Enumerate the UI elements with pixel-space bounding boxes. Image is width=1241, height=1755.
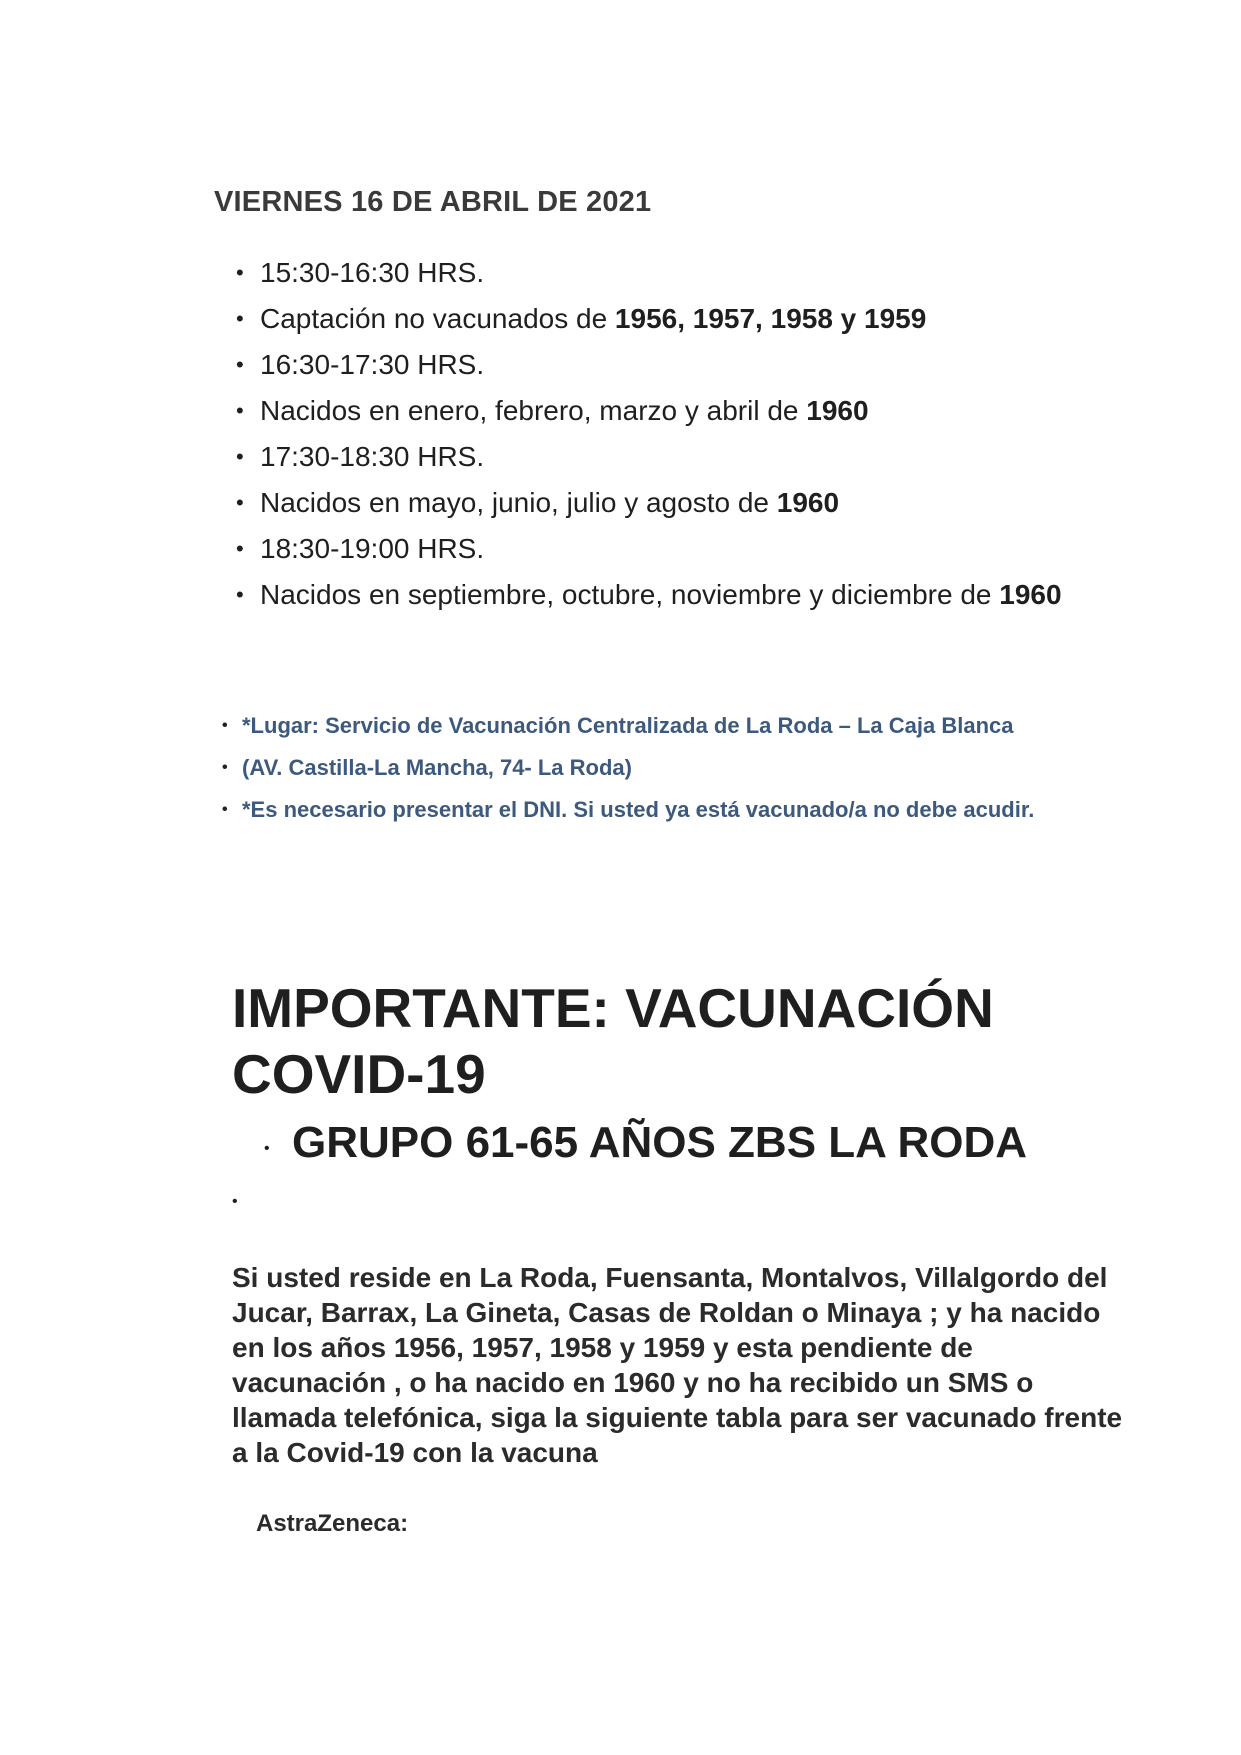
info-list	[222, 705, 1042, 831]
bullet-icon: •	[236, 536, 244, 561]
bullet-icon: •	[236, 444, 244, 469]
info-item-requirement	[222, 789, 1042, 831]
schedule-bold: 1956, 1957, 1958 y 1959	[614, 303, 927, 334]
bullet-icon: •	[236, 306, 244, 331]
schedule-item	[236, 342, 1062, 388]
schedule-text: Nacidos en mayo, junio, julio y agosto de	[260, 487, 777, 518]
body-paragraph: Si usted reside en La Roda, Fuensanta, Montalvos, Villalgordo del Jucar, Barrax, La Gineta, Casas de Roldan o Minaya ; y ha nacido en los años 1956, 1957, 1958 y 1959 y esta pendiente de vacunación , o ha nacido en 1960 y no ha recibido un SMS o llamada telefónica, siga la siguiente tabla para ser vacunado frente a la Covid-19 con la vacuna	[232, 1262, 1123, 1468]
bullet-icon: •	[236, 582, 244, 607]
schedule-text: 17:30-18:30 HRS.	[260, 441, 485, 472]
schedule-text: Nacidos en septiembre, octubre, noviembre y diciembre de	[260, 579, 1000, 610]
schedule-item	[236, 480, 1062, 526]
info-item-address	[222, 747, 1042, 789]
bullet-icon: •	[222, 801, 228, 818]
main-title: IMPORTANTE: VACUNACIÓN COVID-19	[232, 977, 994, 1105]
bullet-icon: •	[236, 352, 244, 377]
schedule-text: 15:30-16:30 HRS.	[260, 257, 485, 288]
schedule-item	[236, 388, 1062, 434]
schedule-text: 18:30-19:00 HRS.	[260, 533, 485, 564]
vaccine-name: AstraZeneca:	[256, 1510, 409, 1537]
bullet-icon: •	[264, 1140, 270, 1157]
schedule-text: 16:30-17:30 HRS.	[260, 349, 485, 380]
schedule-item	[236, 250, 1062, 296]
schedule-list	[236, 250, 1062, 618]
schedule-item	[236, 434, 1062, 480]
bullet-icon: •	[236, 260, 244, 285]
schedule-bold: 1960	[776, 487, 840, 518]
schedule-text: Nacidos en enero, febrero, marzo y abril de	[260, 395, 807, 426]
info-item-location	[222, 705, 1042, 747]
schedule-item	[236, 526, 1062, 572]
info-text: *Es necesario presentar el DNI. Si usted ya está vacunado/a no debe acudir.	[242, 797, 1035, 822]
bullet-icon: •	[222, 717, 228, 734]
info-text: (AV. Castilla-La Mancha, 74- La Roda)	[242, 755, 632, 780]
bullet-icon: •	[222, 759, 228, 776]
info-text: *Lugar: Servicio de Vacunación Centralizada de La Roda – La Caja Blanca	[242, 713, 1014, 738]
schedule-bold: 1960	[999, 579, 1062, 610]
bullet-icon: •	[236, 398, 244, 423]
bullet-icon: •	[232, 1193, 238, 1210]
schedule-text: Captación no vacunados de	[260, 303, 615, 334]
schedule-bold: 1960	[806, 395, 869, 426]
schedule-item	[236, 296, 1062, 342]
schedule-item	[236, 572, 1062, 618]
bullet-icon: •	[236, 490, 244, 515]
date-heading: VIERNES 16 DE ABRIL DE 2021	[214, 186, 652, 218]
group-heading: GRUPO 61-65 AÑOS ZBS LA RODA	[292, 1118, 1028, 1167]
